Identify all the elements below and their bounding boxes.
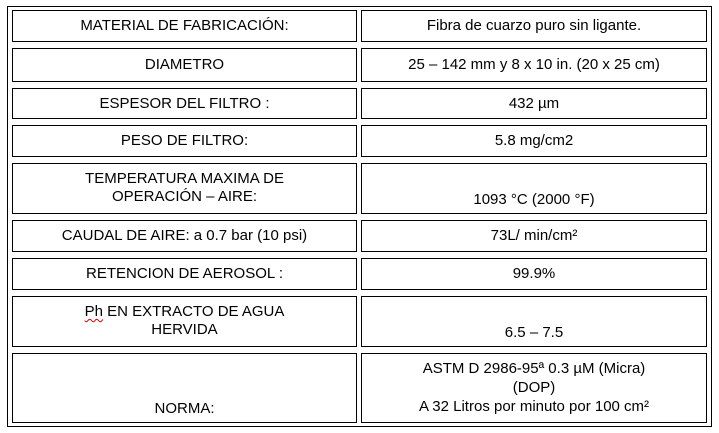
ph-label-line1 xyxy=(15,303,354,321)
value-cell xyxy=(361,296,707,347)
ph-label-line2: HERVIDA xyxy=(151,321,218,338)
label-cell xyxy=(12,88,357,119)
temperature-label-line2: OPERACIÓN – AIRE: xyxy=(111,188,258,205)
material-label: MATERIAL DE FABRICACIÓN: xyxy=(80,17,289,34)
table-row xyxy=(8,160,711,217)
label-cell xyxy=(12,48,357,82)
norm-label: NORMA: xyxy=(154,400,215,417)
diameter-label: DIAMETRO xyxy=(144,56,225,73)
table-row xyxy=(8,7,711,45)
norm-value-line1: ASTM D 2986-95ª 0.3 µM (Micra) xyxy=(422,360,646,377)
value-cell xyxy=(361,258,707,290)
table-row xyxy=(8,293,711,350)
label-cell xyxy=(12,296,357,347)
table-row xyxy=(8,85,711,122)
label-cell xyxy=(12,10,357,42)
material-value: Fibra de cuarzo puro sin ligante. xyxy=(426,17,642,34)
airflow-label: CAUDAL DE AIRE: a 0.7 bar (10 psi) xyxy=(61,227,308,244)
value-cell xyxy=(361,353,707,423)
aerosol-retention-value: 99.9% xyxy=(512,265,556,282)
ph-spelling-underline: Ph xyxy=(84,303,103,320)
value-cell xyxy=(361,125,707,157)
label-cell xyxy=(12,125,357,157)
weight-value: 5.8 mg/cm2 xyxy=(494,132,574,149)
thickness-value: 432 µm xyxy=(508,94,560,112)
value-cell xyxy=(361,220,707,252)
diameter-value: 25 – 142 mm y 8 x 10 in. (20 x 25 cm) xyxy=(408,56,660,73)
label-cell xyxy=(12,353,357,423)
value-cell xyxy=(361,48,707,82)
temperature-label-line1: TEMPERATURA MAXIMA DE xyxy=(85,170,284,187)
value-cell xyxy=(361,10,707,42)
ph-value: 6.5 – 7.5 xyxy=(504,324,564,341)
norm-value-line3: A 32 Litros por minuto por 100 cm² xyxy=(418,398,650,415)
temperature-value: 1093 °C (2000 °F) xyxy=(473,191,595,208)
value-cell xyxy=(361,88,707,119)
aerosol-retention-label: RETENCION DE AEROSOL : xyxy=(86,265,283,282)
table-row xyxy=(8,255,711,293)
value-cell xyxy=(361,163,707,214)
thickness-label: ESPESOR DEL FILTRO : xyxy=(99,94,270,112)
airflow-value: 73L/ min/cm² xyxy=(490,227,578,244)
table-row xyxy=(8,350,711,426)
weight-label: PESO DE FILTRO: xyxy=(120,132,249,149)
label-cell xyxy=(12,258,357,290)
table-row xyxy=(8,45,711,85)
norm-value-line2: (DOP) xyxy=(512,379,556,396)
label-cell xyxy=(12,220,357,252)
specifications-table xyxy=(7,6,712,427)
table-row xyxy=(8,122,711,160)
ph-label-line1-rest: EN EXTRACTO DE AGUA xyxy=(102,303,285,320)
table-row xyxy=(8,217,711,255)
label-cell xyxy=(12,163,357,214)
